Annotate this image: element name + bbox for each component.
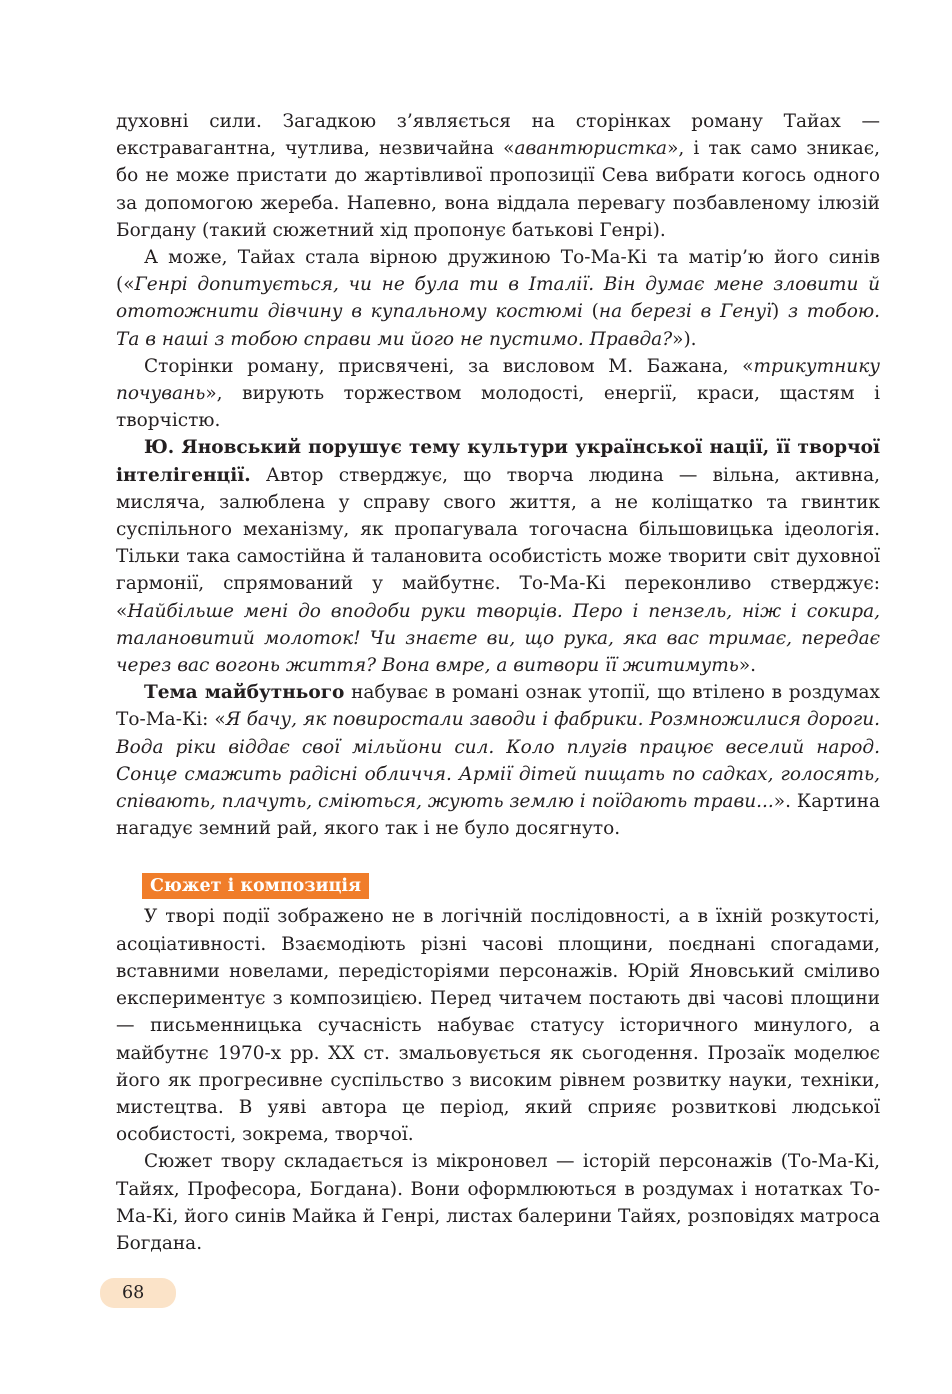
page-content xyxy=(116,108,880,1257)
paragraph-6: У творі події зображено не в логічній послідовності, а в їхній розкутості, асоціативності. Взаємодіють різні часові площини, поєднані спогадами, вставними новелами, передісторіями персонажів. Юрій Яновський сміливо експериментує з композицією. Перед читачем постають дві часові площини — письменницька сучасність набуває статусу історичного минулого, а майбутнє 1970-х рр. XX ст. змальовується як сьогодення. Прозаїк моделює його як прогресивне суспільство з високим рівнем розвитку науки, техніки, мистецтва. В уяві автора це період, який сприяє розвиткові людської особистості, зокрема, творчої. xyxy=(116,906,880,1146)
text: Сторінки роману, присвячені, за висловом М. Бажана, « xyxy=(144,355,754,377)
text: », і так само зникає, бо не може пристати до жартівливої пропозиції Сева вибрати когось одного за допомогою жереба. Напевно, вона віддала перевагу позбавленому ілюзій Богдану (такий сюжетний хід пропонує батькові Генрі). xyxy=(116,138,880,241)
text: ». Картина нагадує земний рай, якого так і не було досягнуто. xyxy=(116,791,880,840)
text: ) xyxy=(772,301,788,323)
text: духовні сили. Загадкою з’являється на сторінках роману Тайах — екстравагантна, чутлива, незвичайна « xyxy=(116,111,880,160)
paragraph-5 xyxy=(116,679,880,842)
paragraph-4 xyxy=(116,434,880,679)
page-number-badge xyxy=(100,1278,176,1308)
italic-quote: Генрі допитується, чи не була ти в Італії. Він думає мене зловити й ототожнити дівчину в купальному костюмі xyxy=(116,274,880,323)
italic-quote: Найбільше мені до вподоби руки творців. Перо і пензель, ніж і сокира, талановитий молоток! Чи знаєте ви, що рука, яка вас тримає, передає через вас вогонь життя? Вона вмре, а витвори її житимуть xyxy=(116,600,880,677)
paragraph-2 xyxy=(116,244,880,353)
section-heading-wrap xyxy=(116,873,880,899)
italic-quote: трикутнику почувань xyxy=(116,355,880,405)
text: набуває в романі ознак утопії, що втілено в роздумах То-Ма-Кі: « xyxy=(116,682,880,731)
text: Автор стверджує, що творча людина — вільна, активна, мисляча, залюблена у справу свого життя, а не коліщатко та гвинтик суспільного механізму, як пропагувала тогочасна більшовицька ідеологія. Тільки така самостійна й талановита особистість може творити світ духовної гармонії, спрямований у майбутнє. То-Ма-Кі переконливо стверджує: « xyxy=(116,464,880,622)
paragraph-7: Сюжет твору складається із мікроновел — історій персонажів (То-Ма-Кі, Тайях, Професора, Богдана). Вони оформлюються в роздумах і нотатках То-Ма-Кі, його синів Майка й Генрі, листах балерини Тайях, розповідях матроса Богдана. xyxy=(116,1151,880,1254)
text: А може, Тайах стала вірною дружиною То-Ма-Кі та матір’ю його синів (« xyxy=(116,247,880,296)
italic-quote: з тобою. Та в наші з тобою справи ми його не пустимо. Правда? xyxy=(116,301,880,350)
text: ». xyxy=(738,655,757,677)
italic-quote: Я бачу, як повиростали заводи і фабрики. Розмножилися дороги. Вода ріки віддає свої мільйони сил. Коло плугів працює веселий народ. Сонце смажить радісні обличчя. Армії дітей пищать по садках, голосять, співають, плачуть, сміються, жують землю і поїдають трави... xyxy=(116,709,880,813)
paragraph-1 xyxy=(116,108,880,244)
bold-thesis: Ю. Яновський порушує тему культури української нації, її творчої інтелігенції. xyxy=(116,437,880,486)
italic-text: авантюристка xyxy=(514,138,668,160)
page-number: 68 xyxy=(122,1283,145,1303)
italic-quote: на березі в Генуї xyxy=(598,301,773,323)
text: »). xyxy=(672,328,697,350)
section-heading: Сюжет і композиція xyxy=(142,873,369,899)
bold-thesis: Тема майбутнього xyxy=(144,682,345,704)
text: ( xyxy=(582,301,599,323)
text: », вирують торжеством молодості, енергії, краси, щастям і творчістю. xyxy=(116,383,880,432)
paragraph-3 xyxy=(116,353,880,435)
